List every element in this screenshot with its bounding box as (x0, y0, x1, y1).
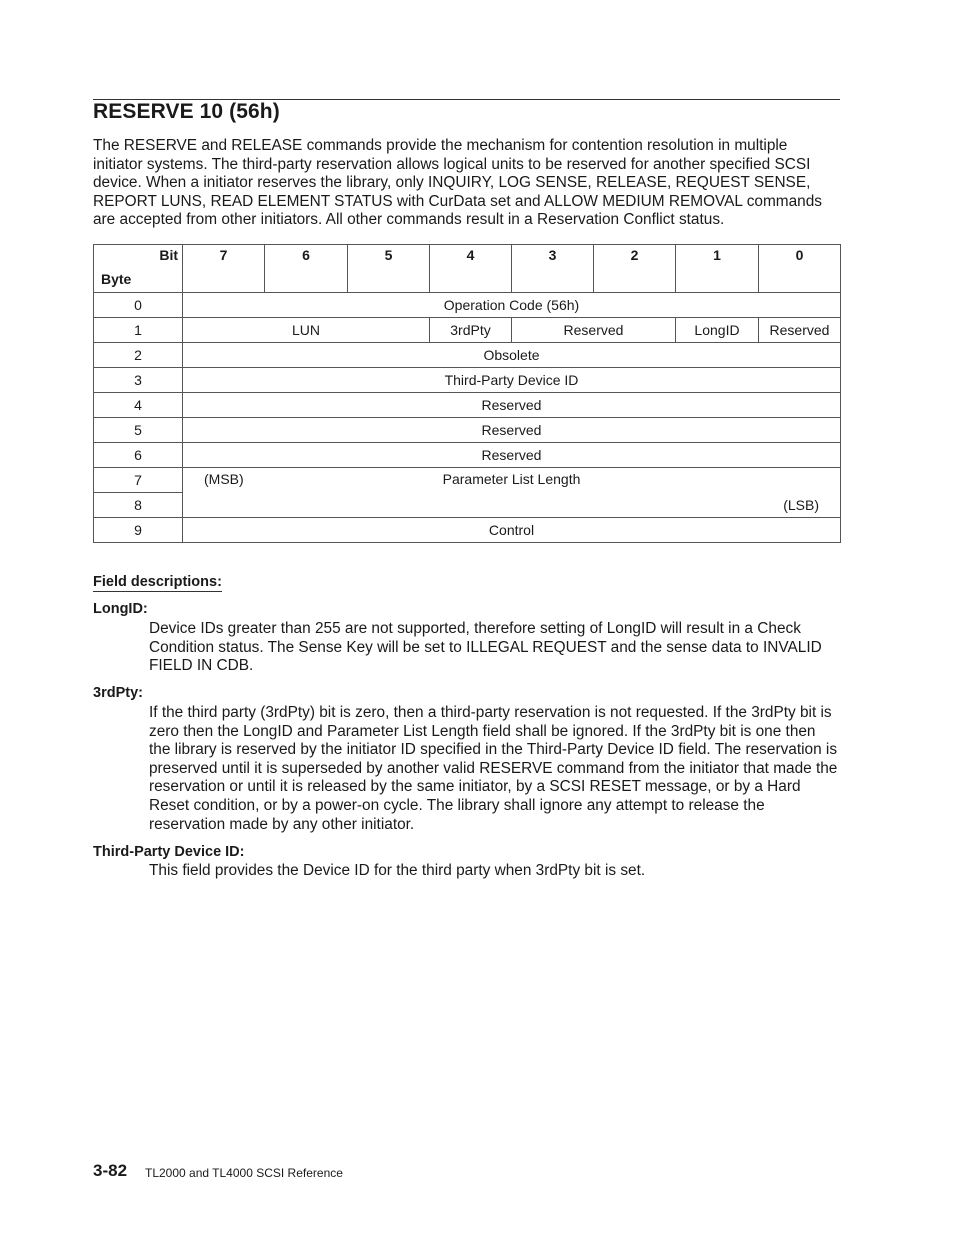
reserved-field: Reserved (759, 318, 841, 343)
byte-number: 3 (94, 368, 183, 393)
obsolete-field: Obsolete (183, 343, 841, 368)
longid-term: LongID: (93, 601, 148, 617)
parameter-list-length-field (183, 468, 841, 493)
table-row (94, 393, 841, 418)
longid-description: Device IDs greater than 255 are not supported, therefore setting of LongID will result in a Check Condition status. The Sense Key will be set to ILLEGAL REQUEST and the sense data to INVALID FIELD IN CDB. (149, 620, 822, 675)
table-row (94, 418, 841, 443)
bit-3-header: 3 (512, 245, 594, 293)
third-party-device-id-term: Third-Party Device ID: (93, 844, 245, 860)
reserved-field: Reserved (512, 318, 676, 343)
page-title: RESERVE 10 (56h) (93, 100, 280, 123)
thirdpty-field: 3rdPty (430, 318, 512, 343)
thirdpty-term: 3rdPty: (93, 685, 143, 701)
intro-paragraph: The RESERVE and RELEASE commands provide the mechanism for contention resolution in multiple initiator systems. The third-party reservation allows logical units to be reserved for another specified SCSI device. When a initiator reserves the library, only INQUIRY, LOG SENSE, RELEASE, REQUEST SENSE, REPORT LUNS, READ ELEMENT STATUS with CurData set and ALLOW MEDIUM REMOVAL commands are accepted from other initiators. All other commands result in a Reservation Conflict status. (93, 137, 822, 229)
third-party-device-id-description: This field provides the Device ID for the third party when 3rdPty bit is set. (149, 862, 646, 879)
table-row (94, 493, 841, 518)
third-party-device-id-field: Third-Party Device ID (183, 368, 841, 393)
lsb-marker: (LSB) (783, 496, 819, 513)
bit-2-header: 2 (594, 245, 676, 293)
bit-5-header: 5 (348, 245, 430, 293)
parameter-list-length-label: Parameter List Length (442, 471, 581, 487)
bit-label: Bit (159, 247, 178, 263)
byte-label: Byte (101, 271, 132, 287)
lun-field: LUN (183, 318, 430, 343)
byte-number: 4 (94, 393, 183, 418)
msb-marker: (MSB) (204, 471, 244, 487)
reserved-field: Reserved (183, 443, 841, 468)
byte-number: 0 (94, 293, 183, 318)
operation-code-field: Operation Code (56h) (183, 293, 841, 318)
thirdpty-description: If the third party (3rdPty) bit is zero, then a third-party reservation is not requested. If the 3rdPty bit is zero then the LongID and Parameter List Length field shall be ignored. If the 3rdPty bit is one then the library is reserved by the initiator ID specified in the Third-Party Device ID field. The reservation is preserved until it is superseded by another valid RESERVE command from the initiator that made the reservation or until it is released by the same initiator, by a SCSI RESET message, or by a Hard Reset condition, or by a power-on cycle. The library shall ignore any attempt to release the reservation made by any other initiator. (149, 704, 838, 833)
bit-1-header: 1 (676, 245, 759, 293)
cdb-table (93, 244, 841, 543)
table-row (94, 443, 841, 468)
bit-0-header: 0 (759, 245, 841, 293)
byte-number: 7 (94, 468, 183, 493)
table-row (94, 343, 841, 368)
byte-number: 1 (94, 318, 183, 343)
byte-number: 8 (94, 493, 183, 518)
footer-title: TL2000 and TL4000 SCSI Reference (145, 1166, 343, 1180)
bit-4-header: 4 (430, 245, 512, 293)
table-row (94, 318, 841, 343)
table-row (94, 518, 841, 543)
bit-6-header: 6 (265, 245, 348, 293)
reserved-field: Reserved (183, 418, 841, 443)
parameter-list-length-field-continued (183, 493, 841, 518)
byte-number: 5 (94, 418, 183, 443)
table-header-row (94, 245, 841, 293)
byte-number: 6 (94, 443, 183, 468)
table-row (94, 368, 841, 393)
longid-field: LongID (676, 318, 759, 343)
page-number: 3-82 (93, 1161, 128, 1180)
reserved-field: Reserved (183, 393, 841, 418)
bit-7-header: 7 (183, 245, 265, 293)
table-row (94, 468, 841, 493)
byte-number: 2 (94, 343, 183, 368)
control-field: Control (183, 518, 841, 543)
byte-number: 9 (94, 518, 183, 543)
field-descriptions-heading: Field descriptions: (93, 574, 222, 590)
table-row (94, 293, 841, 318)
bit-byte-header-cell (94, 245, 183, 293)
